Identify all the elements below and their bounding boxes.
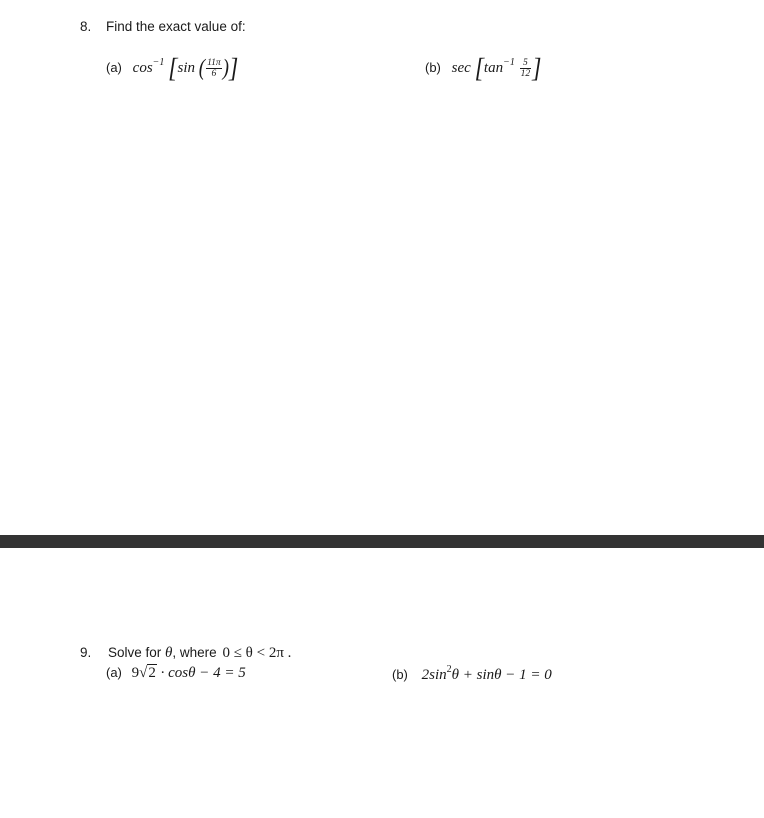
q9-theta: θ: [165, 645, 173, 661]
q9-prompt-text: Solve for: [108, 645, 166, 660]
q8b-inner-func: tan: [483, 60, 504, 76]
q8b-label: (b): [425, 60, 441, 75]
q9b-expression: [421, 664, 552, 683]
q8a-inner-func: sin: [177, 60, 196, 76]
left-bracket-icon: [: [168, 53, 178, 84]
q8a-label: (a): [106, 60, 122, 75]
q9b-exp: 2: [446, 664, 452, 675]
q8a-outer-exp: −1: [152, 57, 165, 68]
right-bracket-icon: ]: [532, 53, 542, 84]
left-bracket-icon: [: [474, 53, 484, 84]
q9b-lead: 2sin: [421, 667, 447, 683]
q9-prompt-where: , where: [172, 645, 221, 660]
q9a-rest: · cosθ − 4 = 5: [160, 665, 246, 681]
q8a-frac-num: 11π: [207, 58, 221, 69]
left-paren-icon: (: [198, 55, 206, 81]
q8a-expression: [132, 53, 239, 84]
q8-part-a: [106, 53, 239, 84]
q9-part-a: [106, 665, 246, 682]
q8b-frac-num: 5: [520, 58, 532, 69]
q9b-rest: θ + sinθ − 1 = 0: [451, 667, 552, 683]
q8b-fraction: [520, 58, 532, 79]
q8b-expression: [451, 53, 542, 84]
q9a-expression: [132, 665, 246, 681]
q8a-fraction: [206, 58, 222, 79]
q8a-outer-func: cos: [132, 60, 153, 76]
q9-prompt: [108, 645, 291, 662]
q9-number: 9.: [80, 645, 92, 660]
q9a-radicand: 2: [148, 665, 156, 681]
q8-number: 8.: [80, 19, 92, 34]
q9a-coef: 9: [131, 665, 140, 681]
q9-part-b: [392, 665, 552, 684]
q9b-label: (b): [392, 667, 408, 682]
q8b-frac-den: 12: [520, 69, 531, 80]
q8-prompt: Find the exact value of:: [106, 19, 246, 34]
q9a-label: (a): [106, 665, 122, 680]
right-paren-icon: ): [222, 55, 229, 81]
q8b-inner-exp: −1: [503, 57, 515, 68]
right-bracket-icon: ]: [228, 53, 239, 84]
sqrt-icon: √2: [139, 665, 156, 681]
q8a-frac-den: 6: [211, 69, 217, 80]
q8b-outer-func: sec: [451, 60, 471, 76]
q9-condition: 0 ≤ θ < 2π .: [222, 645, 292, 661]
q8-part-b: [425, 53, 542, 84]
section-divider: [0, 535, 764, 548]
